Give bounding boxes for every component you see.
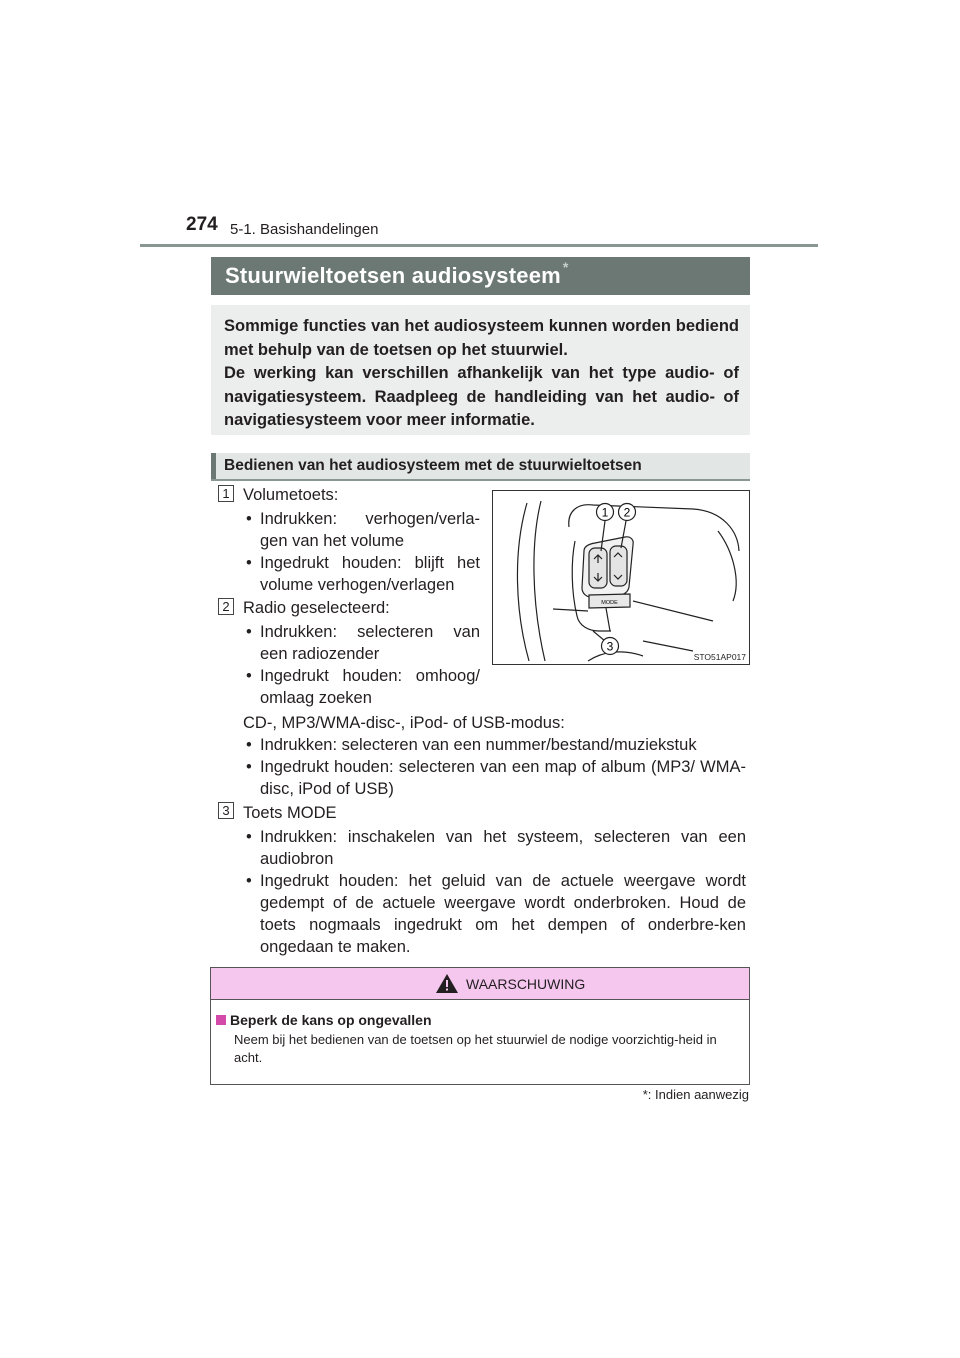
warning-label: WAARSCHUWING — [466, 976, 586, 992]
bullet-dot: • — [246, 872, 252, 890]
intro-box — [211, 305, 750, 435]
callout-3 — [602, 638, 619, 655]
mode-button-label: MODE — [601, 600, 618, 606]
bullet-dot: • — [246, 667, 252, 685]
item-2-title: Radio geselecteerd: — [243, 599, 390, 617]
warning-header — [211, 968, 749, 1000]
optional-marker: * — [562, 259, 569, 275]
steering-wheel-drawing — [493, 491, 749, 664]
bullet-dot: • — [246, 510, 252, 528]
bullet-dot: • — [246, 828, 252, 846]
subheading-bar — [211, 453, 750, 481]
bullet-dot: • — [246, 758, 252, 776]
callout-2 — [619, 504, 636, 521]
section-title-bar — [211, 257, 750, 295]
item-2-sub-bullet-1: • Indrukken: selecteren van een nummer/bestand/muziekstuk — [246, 736, 697, 754]
item-3-bullet-1: • Indrukken: inschakelen van het systeem, selecteren van een audiobron — [246, 828, 746, 868]
svg-text:1: 1 — [601, 505, 609, 520]
subheading-accent — [211, 453, 216, 479]
svg-text:2: 2 — [623, 505, 631, 520]
item-1-title: Volumetoets: — [243, 486, 339, 504]
subheading: Bedienen van het audiosysteem met de stuurwieltoetsen — [224, 457, 642, 474]
warning-triangle-icon — [435, 973, 459, 994]
item-3-title: Toets MODE — [243, 804, 337, 822]
warning-body — [211, 1000, 749, 1067]
item-2-bullet-1: • Indrukken: selecteren van een radiozender — [246, 623, 480, 663]
square-marker-icon — [216, 1015, 226, 1025]
warning-box — [210, 967, 750, 1085]
item-2-sub-title: CD-, MP3/WMA-disc-, iPod- of USB-modus: — [243, 714, 565, 732]
item-number-2: 2 — [218, 598, 234, 615]
header-rule — [140, 244, 818, 247]
page-number: 274 — [186, 214, 218, 235]
steering-switch-illustration — [492, 490, 750, 665]
footnote: *: Indien aanwezig — [642, 1087, 749, 1102]
callout-1 — [597, 504, 614, 521]
warning-subheading: Beperk de kans op ongevallen — [230, 1012, 432, 1028]
intro-paragraph-2: De werking kan verschillen afhankelijk van het type audio- of navigatiesysteem. Raadpleeg de handleiding van het audio- of navigatiesysteem voor meer informatie. — [224, 364, 739, 429]
item-2-sub-bullet-2: • Ingedrukt houden: selecteren van een map of album (MP3/ WMA-disc, iPod of USB) — [246, 758, 746, 798]
bullet-dot: • — [246, 554, 252, 572]
chapter-label: 5-1. Basishandelingen — [230, 221, 379, 238]
bullet-dot: • — [246, 623, 252, 641]
intro-paragraph-1: Sommige functies van het audiosysteem kunnen worden bediend met behulp van de toetsen op het stuurwiel. — [224, 317, 739, 359]
item-number-3: 3 — [218, 802, 234, 819]
figure-code: STO51AP017 — [693, 652, 746, 662]
item-1-bullet-2: • Ingedrukt houden: blijft het volume verhogen/verlagen — [246, 554, 480, 594]
item-1-bullet-1: • Indrukken: verhogen/verla-gen van het volume — [246, 510, 480, 550]
item-number-1: 1 — [218, 485, 234, 502]
item-3-bullet-2: • Ingedrukt houden: het geluid van de actuele weergave wordt gedempt of de actuele weergave wordt onderbroken. Houd de toets nogmaals ingedrukt om het dempen of onderbre-ken ongedaan te maken. — [246, 872, 746, 956]
item-2-bullet-2: • Ingedrukt houden: omhoog/ omlaag zoeken — [246, 667, 480, 707]
section-title: Stuurwieltoetsen audiosysteem — [225, 263, 561, 288]
warning-subheading-row — [216, 1012, 737, 1028]
bullet-dot: • — [246, 736, 252, 754]
warning-text: Neem bij het bedienen van de toetsen op het stuurwiel de nodige voorzichtig-heid in acht. — [234, 1032, 717, 1065]
svg-text:3: 3 — [606, 639, 614, 654]
